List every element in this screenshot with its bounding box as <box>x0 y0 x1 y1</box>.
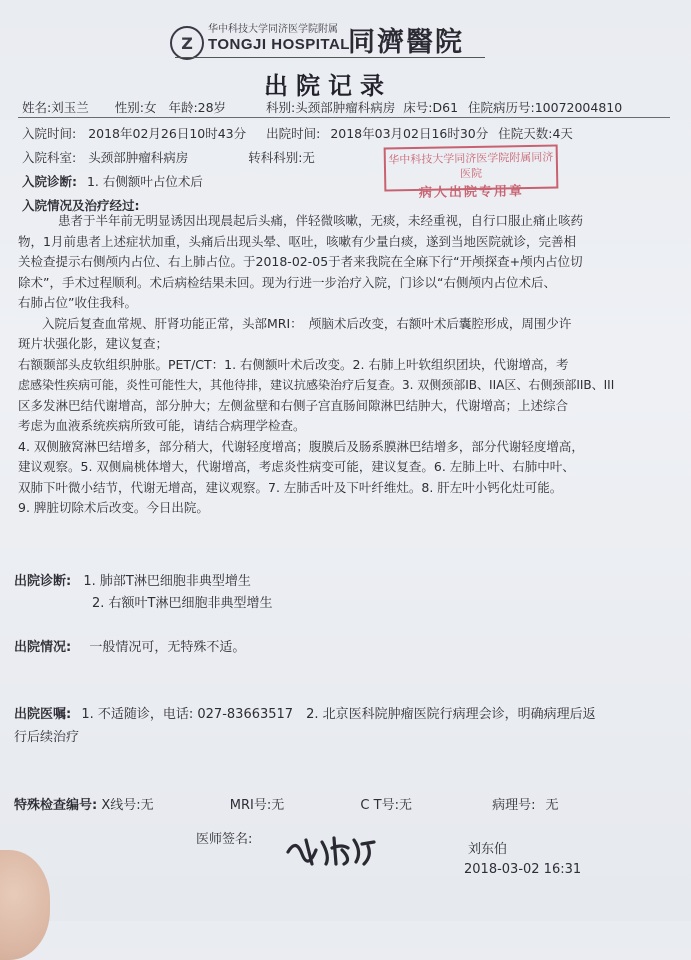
hospital-subtitle: 华中科技大学同济医学院附属 <box>208 24 338 35</box>
record-label: 住院病历号: <box>468 100 535 115</box>
gender-label: 性别: <box>114 100 144 115</box>
course-line: 除术”，手术过程顺利。术后病检结果未回。现为行进一步治疗入院，门诊以“右侧颅内占位术后、 <box>18 274 556 290</box>
discharge-advice-line2-row <box>14 726 79 745</box>
discharge-status-text: 一般情况可，无特殊不适。 <box>89 640 246 655</box>
course-line: 关检查提示右侧颅内占位、右上肺占位。于2018-02-05于者来我院在全麻下行“开颅探查+颅内占位切 <box>18 254 583 269</box>
admit-dept: 头颈部肿瘤科病房 <box>88 150 189 165</box>
patient-info-row <box>22 98 622 116</box>
course-line: 斑片状强化影，建议复查； <box>18 336 169 351</box>
admit-time-label: 入院时间: <box>22 126 77 141</box>
admission-diagnosis-label: 入院诊断: <box>22 174 77 189</box>
special-exam-label: 特殊检查编号: <box>14 798 98 813</box>
xray-label: X线号: <box>101 798 141 813</box>
course-line: 9. 脾脏切除术后改变。今日出院。 <box>18 500 209 515</box>
days-label: 住院天数: <box>498 126 553 141</box>
patient-bed: D61 <box>432 100 459 115</box>
discharge-advice <box>14 703 596 722</box>
signature-label: 医师签名: <box>196 832 253 847</box>
admission-diagnosis-row <box>22 172 203 190</box>
course-line: 区多发淋巴结代谢增高，部分肿大；左侧盆壁和右侧子宫直肠间隙淋巴结肿大，代谢增高；上述综合 <box>18 397 569 413</box>
discharge-time-label: 出院时间: <box>266 126 321 141</box>
admit-time: 2018年02月26日10时43分 <box>88 126 247 141</box>
fingertip-photo-artifact <box>0 850 50 960</box>
signature-datetime: 2018-03-02 16:31 <box>464 862 582 877</box>
hospital-name-en: TONGJI HOSPITAL <box>208 36 350 53</box>
patient-gender: 女 <box>143 100 157 115</box>
discharge-status <box>14 636 245 655</box>
page-title: 出院记录 <box>264 72 392 100</box>
hospital-days: 4天 <box>552 126 573 141</box>
transfer-label: 转科科别: <box>248 150 303 165</box>
patient-record-no: 10072004810 <box>534 100 623 115</box>
header-divider <box>175 57 485 58</box>
course-text <box>18 211 678 519</box>
discharge-advice-line1: 1. 不适随诊，电话: 027-83663517 2. 北京医科院肿瘤医院行病理会诊，明确病理后返 <box>81 707 596 722</box>
hospital-logo-icon: Z <box>170 26 204 60</box>
discharge-advice-label: 出院医嘱: <box>14 707 72 722</box>
discharge-diagnosis-item: 2. 右额叶T淋巴细胞非典型增生 <box>92 596 273 611</box>
stamp-line1: 华中科技大学同济医学院附属同济医院 <box>388 150 554 181</box>
course-heading: 入院情况及治疗经过: <box>22 198 140 213</box>
handwritten-signature <box>282 830 382 870</box>
discharge-diagnosis-item-2-row <box>92 592 272 611</box>
admit-dept-label: 入院科室: <box>22 150 77 165</box>
info-underline <box>18 117 670 118</box>
discharge-diagnosis-label: 出院诊断: <box>14 574 72 589</box>
age-label: 年龄: <box>168 100 198 115</box>
course-line: 右额颞部头皮软组织肿胀。PET/CT：1. 右侧额叶术后改变。2. 右肺上叶软组织团块，代谢增高，考 <box>18 356 569 372</box>
patient-dept: 头颈部肿瘤科病房 <box>295 100 396 115</box>
pathology-label: 病理号: <box>492 798 536 813</box>
admission-dept-row <box>22 148 315 166</box>
doctor-printed-name: 刘东伯 <box>468 842 508 857</box>
mri-label: MRI号: <box>229 798 272 813</box>
course-line: 建议观察。5. 双侧扁桃体增大，代谢增高，考虑炎性病变可能，建议复查。6. 左肺上叶、右肺中叶、 <box>18 459 575 474</box>
admission-time-row <box>22 124 573 142</box>
mri-no: 无 <box>271 798 285 813</box>
xray-no: 无 <box>140 798 154 813</box>
bed-label: 床号: <box>403 100 433 115</box>
discharge-status-label: 出院情况: <box>14 640 72 655</box>
pathology-no: 无 <box>545 798 559 813</box>
name-label: 姓名: <box>22 100 52 115</box>
stamp-line2: 病人出院专用章 <box>418 184 525 201</box>
course-line: 虑感染性疾病可能，炎性可能性大，其他待排，建议抗感染治疗后复查。3. 双侧颈部IB、IIA区、右侧颈部IIB、III <box>18 378 615 392</box>
course-line: 物，1月前患者上述症状加重，头痛后出现头晕、呕吐，咳嗽有少量白痰，遂到当地医院就诊，完善相 <box>18 233 576 249</box>
ct-label: C T号: <box>360 798 399 813</box>
course-line: 4. 双侧腋窝淋巴结增多，部分稍大，代谢轻度增高；腹膜后及肠系膜淋巴结增多，部分代谢轻度增高， <box>18 438 584 454</box>
dept-label: 科别: <box>266 100 296 115</box>
patient-name: 刘玉兰 <box>51 100 89 115</box>
transfer-dept: 无 <box>302 150 315 165</box>
course-line: 右肺占位”收住我科。 <box>18 295 137 310</box>
discharge-stamp <box>384 144 559 201</box>
discharge-advice-line2: 行后续治疗 <box>14 730 80 745</box>
admission-diagnosis: 1. 右侧额叶占位术后 <box>86 174 203 189</box>
special-exam-row <box>14 794 559 813</box>
discharge-diagnosis-item: 1. 肺部T淋巴细胞非典型增生 <box>83 574 251 589</box>
patient-age: 28岁 <box>197 100 227 115</box>
course-line: 患者于半年前无明显诱因出现晨起后头痛，伴轻微咳嗽，无痰，未经重视，自行口服止痛止咳药 <box>58 213 584 228</box>
discharge-time: 2018年03月02日16时30分 <box>330 126 489 141</box>
ct-no: 无 <box>398 798 412 813</box>
hospital-name-cn: 同濟醫院 <box>348 27 464 58</box>
discharge-diagnosis <box>14 570 251 589</box>
course-line: 双肺下叶微小结节，代谢无增高，建议观察。7. 左肺舌叶及下叶纤维灶。8. 肝左叶小钙化灶可能。 <box>18 479 563 495</box>
course-line: 考虑为血液系统疾病所致可能，请结合病理学检查。 <box>18 418 306 433</box>
course-line: 入院后复查血常规、肝肾功能正常，头部MRI： 颅脑术后改变，右额叶术后囊腔形成，周围少许 <box>42 315 572 331</box>
